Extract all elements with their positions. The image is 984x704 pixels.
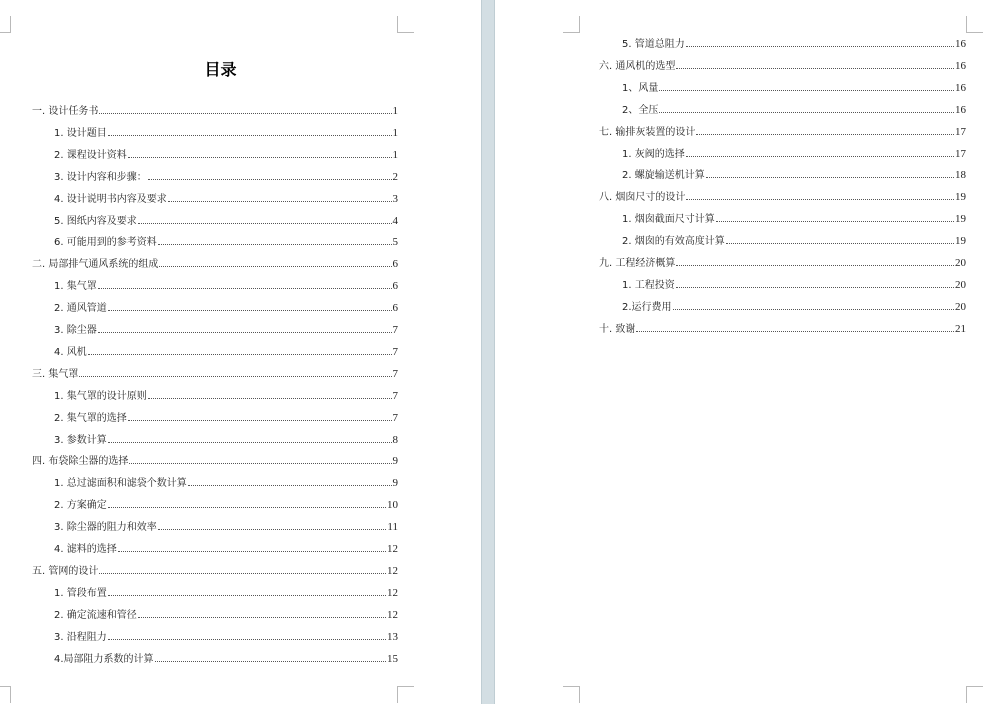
toc-entry[interactable]	[599, 59, 966, 73]
toc-page-number: 12	[387, 586, 398, 599]
toc-page-number: 20	[955, 300, 966, 313]
toc-dot-leader	[128, 148, 392, 158]
toc-entry-title: 十. 致谢	[599, 323, 636, 335]
toc-entry-title: 1. 工程投资	[622, 279, 675, 291]
toc-dot-leader	[108, 301, 392, 311]
toc-page-number: 8	[392, 433, 398, 446]
toc-dot-leader	[676, 59, 954, 69]
toc-entry[interactable]	[54, 192, 398, 206]
toc-entry[interactable]	[32, 454, 398, 468]
page-gap	[481, 0, 495, 704]
toc-dot-leader	[716, 212, 954, 222]
toc-entry-title: 1. 设计题目	[54, 127, 107, 139]
toc-entry-title: 八. 烟囱尺寸的设计	[599, 192, 686, 204]
toc-entry[interactable]	[54, 630, 398, 644]
toc-entry-title: 1. 灰阀的选择	[622, 148, 685, 160]
toc-entry[interactable]	[54, 586, 398, 600]
toc-entry-title: 五. 管网的设计	[32, 565, 99, 577]
toc-page-number: 15	[387, 652, 398, 665]
toc-entry[interactable]	[54, 608, 398, 622]
toc-dot-leader	[88, 345, 392, 355]
toc-dot-leader	[98, 323, 392, 333]
toc-entry-title: 4.局部阻力系数的计算	[54, 653, 154, 665]
toc-entry-title: 4. 风机	[54, 346, 87, 358]
toc-page-number: 13	[387, 630, 398, 643]
toc-page-number: 12	[387, 608, 398, 621]
toc-page-number: 16	[955, 59, 966, 72]
toc-dot-leader	[706, 168, 954, 178]
toc-entry[interactable]	[599, 256, 966, 270]
toc-entry-title: 九. 工程经济概算	[599, 258, 676, 269]
toc-entry[interactable]	[32, 257, 398, 271]
toc-entry[interactable]	[54, 433, 398, 447]
page-corner-mark	[563, 16, 580, 33]
toc-entry-title: 2. 螺旋输送机计算	[622, 170, 705, 182]
toc-entry-title: 2. 烟囱的有效高度计算	[622, 236, 725, 248]
toc-entry[interactable]	[32, 367, 398, 381]
toc-dot-leader	[676, 256, 954, 266]
toc-entry[interactable]	[54, 520, 398, 534]
toc-entry-title: 2. 通风管道	[54, 303, 107, 315]
toc-page-number: 6	[392, 280, 398, 293]
toc-entry-title: 二. 局部排气通风系统的组成	[32, 259, 159, 271]
toc-dot-leader	[108, 433, 392, 443]
toc-dot-leader	[108, 498, 386, 508]
toc-dot-leader	[108, 630, 386, 640]
toc-dot-leader	[168, 192, 392, 202]
toc-page-number: 21	[955, 322, 966, 335]
toc-title: 目录	[204, 60, 237, 79]
toc-entry[interactable]	[54, 498, 398, 512]
toc-entry-title: 1. 管段布置	[54, 587, 107, 599]
toc-entry[interactable]	[54, 148, 398, 162]
toc-page-number: 12	[387, 564, 398, 577]
toc-page-number: 6	[392, 258, 398, 271]
toc-page-number: 10	[387, 499, 398, 512]
toc-entry-title: 1. 集气罩的设计原则	[54, 390, 147, 402]
toc-entry-title: 四. 布袋除尘器的选择	[32, 456, 129, 468]
toc-page-number: 19	[955, 213, 966, 226]
toc-entry[interactable]	[54, 301, 398, 315]
toc-entry-title: 4. 滤料的选择	[54, 544, 117, 555]
toc-page-number: 12	[387, 543, 398, 555]
page-corner-mark	[0, 16, 11, 33]
toc-entry[interactable]	[32, 104, 398, 118]
toc-page-number: 18	[955, 169, 966, 182]
toc-dot-leader	[108, 126, 392, 136]
toc-entry-title: 七. 输排灰装置的设计	[599, 126, 696, 138]
toc-entry[interactable]	[54, 214, 398, 228]
toc-page-number: 17	[955, 125, 966, 138]
toc-page-number: 3	[392, 192, 398, 205]
page-corner-mark	[0, 686, 11, 703]
toc-page-number: 16	[955, 38, 966, 50]
toc-entry-title: 2. 方案确定	[54, 500, 107, 512]
toc-dot-leader	[159, 257, 391, 267]
toc-page-number: 20	[955, 257, 966, 269]
toc-page-number: 9	[392, 477, 398, 490]
toc-entry-title: 1. 烟囱截面尺寸计算	[622, 214, 715, 226]
toc-entry[interactable]	[622, 278, 966, 292]
toc-entry[interactable]	[54, 652, 398, 666]
toc-entry-title: 六. 通风机的选型	[599, 60, 676, 72]
toc-entry[interactable]	[54, 345, 398, 359]
toc-page-number: 1	[392, 105, 398, 117]
toc-dot-leader	[158, 520, 387, 530]
toc-dot-leader	[659, 103, 954, 113]
toc-entry-title: 2. 课程设计资料	[54, 149, 127, 161]
document-page-right	[495, 0, 984, 704]
toc-entry-title: 5. 图纸内容及要求	[54, 215, 137, 227]
toc-dot-leader	[129, 454, 391, 464]
toc-entry[interactable]	[599, 322, 966, 336]
toc-entry-title: 3. 沿程阻力	[54, 631, 107, 643]
toc-page-number: 7	[392, 389, 398, 402]
toc-entry[interactable]	[622, 103, 966, 117]
toc-entry[interactable]	[54, 170, 398, 184]
toc-dot-leader	[188, 476, 392, 486]
toc-page-number: 7	[392, 345, 398, 358]
document-page-left	[0, 0, 481, 704]
toc-entry[interactable]	[54, 389, 398, 403]
toc-page-number: 20	[955, 278, 966, 291]
toc-entry-title: 2.运行费用	[622, 301, 672, 313]
toc-entry[interactable]	[54, 476, 398, 490]
toc-entry[interactable]	[54, 279, 398, 293]
toc-entry-title: 1. 集气罩	[54, 281, 97, 293]
toc-entry-title: 3. 除尘器	[54, 325, 97, 336]
toc-page-number: 7	[392, 367, 398, 380]
toc-dot-leader	[676, 278, 954, 288]
toc-entry[interactable]	[54, 542, 398, 556]
toc-page-number: 19	[955, 191, 966, 204]
toc-page-number: 9	[392, 455, 398, 468]
toc-page-number: 16	[955, 103, 966, 116]
toc-entry-title: 3. 参数计算	[54, 434, 107, 446]
page-corner-mark	[563, 686, 580, 703]
toc-page-number: 17	[955, 147, 966, 160]
toc-entry-title: 6. 可能用到的参考资料	[54, 237, 157, 249]
toc-dot-leader	[158, 235, 392, 245]
toc-entry[interactable]	[599, 125, 966, 139]
toc-dot-leader	[138, 608, 386, 618]
toc-entry[interactable]	[622, 212, 966, 226]
toc-dot-leader	[686, 147, 954, 157]
page-corner-mark	[966, 16, 983, 33]
toc-page-number: 1	[392, 126, 398, 139]
toc-page-number: 16	[955, 81, 966, 94]
toc-dot-leader	[99, 564, 386, 574]
toc-entry[interactable]	[54, 126, 398, 140]
toc-entry-title: 一. 设计任务书	[32, 106, 99, 117]
toc-dot-leader	[155, 652, 386, 662]
page-corner-mark	[397, 16, 414, 33]
toc-page-number: 4	[392, 214, 398, 227]
toc-dot-leader	[138, 214, 392, 224]
toc-entry-title: 2. 确定流速和管径	[54, 609, 137, 621]
toc-dot-leader	[659, 81, 954, 91]
toc-dot-leader	[148, 170, 392, 180]
toc-entry-title: 5. 管道总阻力	[622, 39, 685, 50]
toc-entry-title: 2、全压	[622, 104, 659, 116]
toc-entry-title: 4. 设计说明书内容及要求	[54, 193, 167, 205]
toc-page-number: 2	[392, 170, 398, 183]
toc-dot-leader	[79, 367, 391, 377]
toc-entry[interactable]	[54, 235, 398, 249]
toc-page-number: 11	[387, 521, 398, 534]
toc-dot-leader	[686, 190, 954, 200]
toc-dot-leader	[673, 300, 954, 310]
toc-dot-leader	[98, 279, 392, 289]
toc-dot-leader	[108, 586, 386, 596]
toc-entry[interactable]	[622, 234, 966, 248]
toc-page-number: 7	[392, 324, 398, 336]
toc-dot-leader	[128, 411, 392, 421]
toc-entry-title: 三. 集气罩	[32, 368, 79, 380]
toc-page-number: 19	[955, 235, 966, 248]
toc-entry-title: 1. 总过滤面积和滤袋个数计算	[54, 478, 187, 490]
toc-entry[interactable]	[622, 168, 966, 182]
toc-dot-leader	[686, 37, 954, 47]
page-corner-mark	[397, 686, 414, 703]
toc-dot-leader	[148, 389, 392, 399]
toc-entry[interactable]	[622, 81, 966, 95]
toc-page-number: 5	[392, 236, 398, 249]
toc-dot-leader	[636, 322, 954, 332]
toc-entry[interactable]	[599, 190, 966, 204]
toc-page-number: 7	[392, 411, 398, 424]
toc-entry[interactable]	[622, 300, 966, 314]
toc-dot-leader	[99, 104, 391, 114]
toc-entry-title: 3. 除尘器的阻力和效率	[54, 522, 157, 534]
page-corner-mark	[966, 686, 983, 703]
toc-page-number: 1	[392, 148, 398, 161]
toc-page-number: 6	[392, 302, 398, 315]
toc-entry[interactable]	[32, 564, 398, 578]
toc-entry[interactable]	[54, 411, 398, 425]
toc-entry[interactable]	[622, 37, 966, 51]
toc-dot-leader	[696, 125, 954, 135]
toc-entry-title: 3. 设计内容和步骤：	[54, 171, 147, 183]
toc-entry-title: 2. 集气罩的选择	[54, 412, 127, 424]
toc-dot-leader	[726, 234, 954, 244]
toc-entry[interactable]	[54, 323, 398, 337]
toc-entry-title: 1、风量	[622, 82, 659, 94]
toc-entry[interactable]	[622, 147, 966, 161]
toc-dot-leader	[118, 542, 386, 552]
